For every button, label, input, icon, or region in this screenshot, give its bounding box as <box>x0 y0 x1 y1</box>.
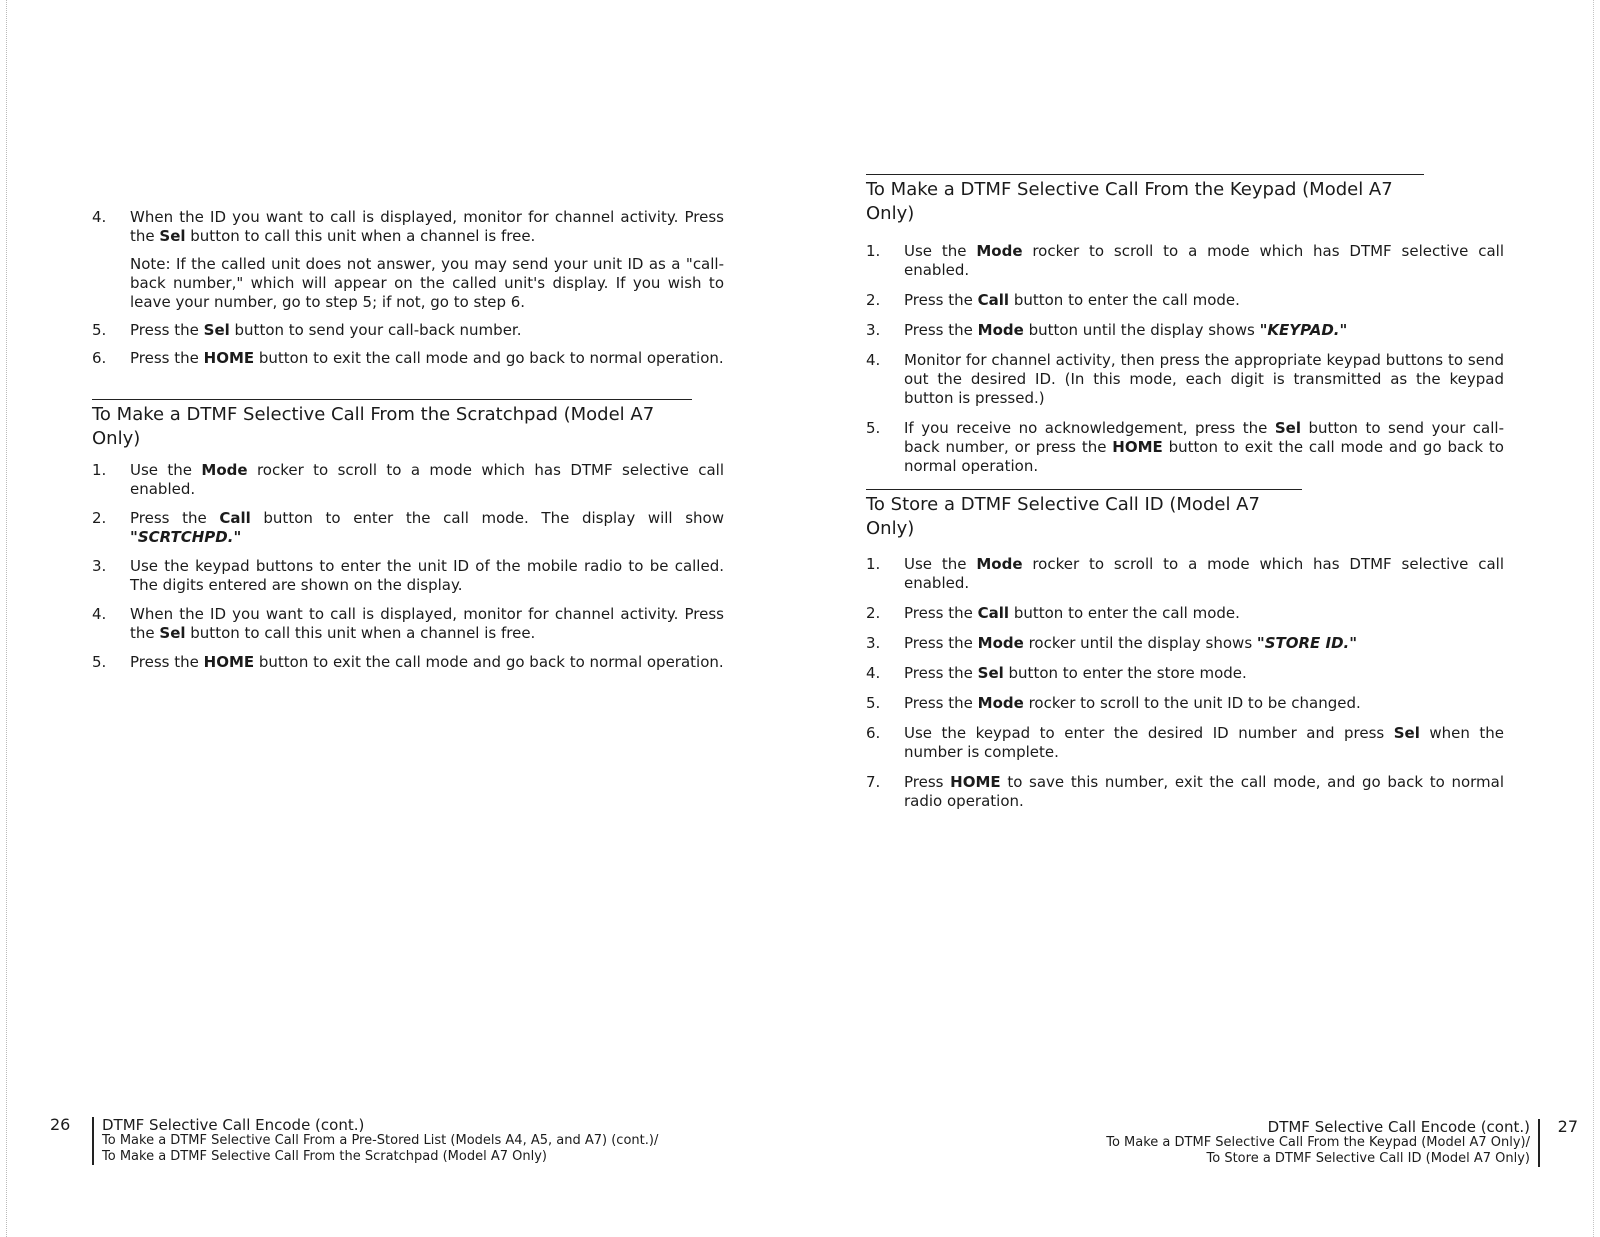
list-item <box>92 349 724 368</box>
footer-right-line-3: To Store a DTMF Selective Call ID (Model A7 Only) <box>1206 1151 1530 1166</box>
step-number: 4. <box>92 605 107 623</box>
list-item <box>866 604 1504 623</box>
footer-right <box>1106 1117 1578 1167</box>
step-number: 5. <box>866 694 881 712</box>
section-title-store-id: To Store a DTMF Selective Call ID (Model A7 Only) <box>866 489 1302 541</box>
step-text-run: button to send your call-back number. <box>229 321 522 339</box>
step-text-run: Press the <box>130 509 220 527</box>
step-note: Note: If the called unit does not answer, you may send your unit ID as a "call-back number," which will appear on the called unit's display. If you wish to leave your number, go to step 5; if not, go to step 6. <box>130 255 724 311</box>
step-number: 7. <box>866 773 881 791</box>
step-number: 2. <box>866 604 881 622</box>
step-text-run: Use the keypad buttons to enter the unit ID of the mobile radio to be called. The digits entered are shown on the display. <box>130 557 724 594</box>
list-item <box>866 773 1504 811</box>
step-text <box>904 604 1504 623</box>
step-number: 5. <box>92 321 107 339</box>
button-name: Sel <box>159 227 186 245</box>
list-item <box>866 555 1504 593</box>
button-name: HOME <box>950 773 1001 791</box>
list-item <box>866 351 1504 408</box>
step-text-run: button to call this unit when a channel is free. <box>185 624 536 642</box>
step-text-run: When the ID you want to call is displayed, monitor for channel activity. Press the <box>130 208 724 245</box>
step-text <box>130 557 724 595</box>
display-keyword: "STORE ID." <box>1256 634 1358 652</box>
button-name: HOME <box>203 653 255 671</box>
step-number: 5. <box>92 653 107 671</box>
footer-left-line-1: DTMF Selective Call Encode (cont.) <box>102 1116 365 1134</box>
step-text <box>904 634 1504 653</box>
step-text-run: If you receive no acknowledgement, press the <box>904 419 1275 437</box>
step-text <box>904 555 1504 593</box>
section-title-keypad: To Make a DTMF Selective Call From the Keypad (Model A7 Only) <box>866 174 1424 226</box>
list-item <box>866 724 1504 762</box>
right-page-section-keypad <box>866 174 1504 487</box>
step-number: 1. <box>866 242 881 260</box>
step-text-run: When the ID you want to call is displayed, monitor for channel activity. Press the <box>130 605 724 642</box>
display-keyword: "KEYPAD." <box>1259 321 1348 339</box>
list-item <box>866 694 1504 713</box>
step-text-run: button to exit the call mode and go back to normal operation. <box>254 653 724 671</box>
step-number: 3. <box>866 321 881 339</box>
button-name: Mode <box>201 461 248 479</box>
step-text-run: to save this number, exit the call mode, and go back to normal radio operation. <box>904 773 1505 810</box>
step-number: 4. <box>866 351 881 369</box>
list-item <box>92 509 724 547</box>
step-text <box>130 653 724 672</box>
keypad-step-list <box>866 242 1504 476</box>
footer-left-line-2: To Make a DTMF Selective Call From a Pre-Stored List (Models A4, A5, and A7) (cont.)/ <box>102 1133 659 1148</box>
step-text <box>904 351 1504 408</box>
button-name: Call <box>219 509 251 527</box>
footer-right-line-2: To Make a DTMF Selective Call From the Keypad (Model A7 Only)/ <box>1106 1135 1530 1150</box>
step-text-run: Press the <box>904 664 978 682</box>
step-text-run: button to enter the call mode. The display will show <box>250 509 724 527</box>
step-text-run: button to call this unit when a channel is free. <box>185 227 536 245</box>
left-step-list-continued <box>92 208 724 368</box>
list-item <box>92 461 724 499</box>
step-text-run: button until the display shows <box>1023 321 1260 339</box>
step-text <box>130 208 724 246</box>
list-item <box>866 321 1504 340</box>
right-page-section-store <box>866 489 1504 822</box>
button-name: Mode <box>976 555 1023 573</box>
list-item <box>866 242 1504 280</box>
step-text-run: rocker to scroll to a mode which has DTMF selective call enabled. <box>904 242 1504 279</box>
step-text-run: button to enter the call mode. <box>1009 291 1240 309</box>
step-text <box>130 321 724 340</box>
section-title-scratchpad: To Make a DTMF Selective Call From the Scratchpad (Model A7 Only) <box>92 399 692 451</box>
footer-left-line-3: To Make a DTMF Selective Call From the Scratchpad (Model A7 Only) <box>102 1149 547 1164</box>
button-name: Call <box>977 291 1010 309</box>
list-item <box>92 557 724 595</box>
step-text <box>130 509 724 547</box>
step-text-run: button to exit the call mode and go back to normal operation. <box>904 438 1504 475</box>
step-text <box>904 291 1504 310</box>
step-text-run: button to enter the store mode. <box>1003 664 1247 682</box>
list-item <box>866 634 1504 653</box>
button-name: Call <box>977 604 1010 622</box>
step-text-run: Press <box>904 773 951 791</box>
button-name: Sel <box>203 321 230 339</box>
button-name: Sel <box>159 624 186 642</box>
step-text <box>904 242 1504 280</box>
step-text <box>904 321 1504 340</box>
step-text-run: Press the <box>904 291 978 309</box>
list-item <box>92 605 724 643</box>
step-text-run: rocker until the display shows <box>1023 634 1257 652</box>
step-text-run: Press the <box>904 321 978 339</box>
scan-edge-right <box>1593 0 1595 1237</box>
step-text-run: rocker to scroll to the unit ID to be changed. <box>1023 694 1361 712</box>
footer-right-line-1: DTMF Selective Call Encode (cont.) <box>1267 1118 1530 1136</box>
step-text <box>904 664 1504 683</box>
page-number-left: 26 <box>50 1115 71 1134</box>
button-name: Sel <box>1274 419 1301 437</box>
step-text-run: Use the <box>904 242 977 260</box>
list-item <box>92 321 724 340</box>
step-text <box>904 724 1504 762</box>
step-text <box>130 349 724 368</box>
step-text <box>904 694 1504 713</box>
step-number: 6. <box>866 724 881 742</box>
list-item <box>866 664 1504 683</box>
step-text-run: Press the <box>904 604 978 622</box>
step-text <box>904 419 1504 476</box>
step-text-run: Press the <box>130 321 204 339</box>
store-id-step-list <box>866 555 1504 811</box>
step-text-run: when the number is complete. <box>904 724 1504 761</box>
button-name: Mode <box>977 321 1024 339</box>
step-number: 2. <box>866 291 881 309</box>
step-text <box>130 461 724 499</box>
button-name: HOME <box>203 349 255 367</box>
step-text-run: Use the <box>130 461 202 479</box>
step-number: 5. <box>866 419 881 437</box>
step-text-run: rocker to scroll to a mode which has DTMF selective call enabled. <box>130 461 724 498</box>
list-item <box>866 419 1504 476</box>
step-text <box>130 605 724 643</box>
step-number: 1. <box>866 555 881 573</box>
list-item <box>92 653 724 672</box>
list-item <box>866 291 1504 310</box>
step-number: 6. <box>92 349 107 367</box>
button-name: Mode <box>977 634 1024 652</box>
step-number: 3. <box>866 634 881 652</box>
button-name: Sel <box>1393 724 1420 742</box>
scratchpad-step-list <box>92 461 724 672</box>
step-text-run: Monitor for channel activity, then press the appropriate keypad buttons to send out the desired ID. (In this mode, each digit is transmitted as the keypad button is pressed.) <box>904 351 1504 407</box>
button-name: Mode <box>977 694 1024 712</box>
step-number: 4. <box>92 208 107 226</box>
step-number: 3. <box>92 557 107 575</box>
step-text-run: rocker to scroll to a mode which has DTMF selective call enabled. <box>904 555 1504 592</box>
step-text-run: button to exit the call mode and go back to normal operation. <box>254 349 724 367</box>
step-text-run: Use the <box>904 555 977 573</box>
step-text-run: Press the <box>130 349 204 367</box>
step-text-run: button to send your call-back number, or press the <box>904 419 1504 456</box>
scan-edge-left <box>6 0 8 1237</box>
step-text-run: Press the <box>904 694 978 712</box>
list-item <box>92 208 724 312</box>
page-number-right: 27 <box>1557 1117 1578 1136</box>
step-number: 1. <box>92 461 107 479</box>
footer-right-running-head <box>1106 1119 1540 1167</box>
button-name: HOME <box>1112 438 1163 456</box>
button-name: Sel <box>977 664 1004 682</box>
step-number: 2. <box>92 509 107 527</box>
step-number: 4. <box>866 664 881 682</box>
button-name: Mode <box>976 242 1023 260</box>
step-text-run: Press the <box>904 634 978 652</box>
footer-left-running-head <box>92 1117 658 1165</box>
step-text-run: Use the keypad to enter the desired ID number and press <box>904 724 1394 742</box>
display-keyword: "SCRTCHPD." <box>130 528 242 546</box>
left-page-content <box>92 208 724 682</box>
step-text-run: Press the <box>130 653 204 671</box>
step-text-run: button to enter the call mode. <box>1009 604 1240 622</box>
step-text <box>904 773 1504 811</box>
